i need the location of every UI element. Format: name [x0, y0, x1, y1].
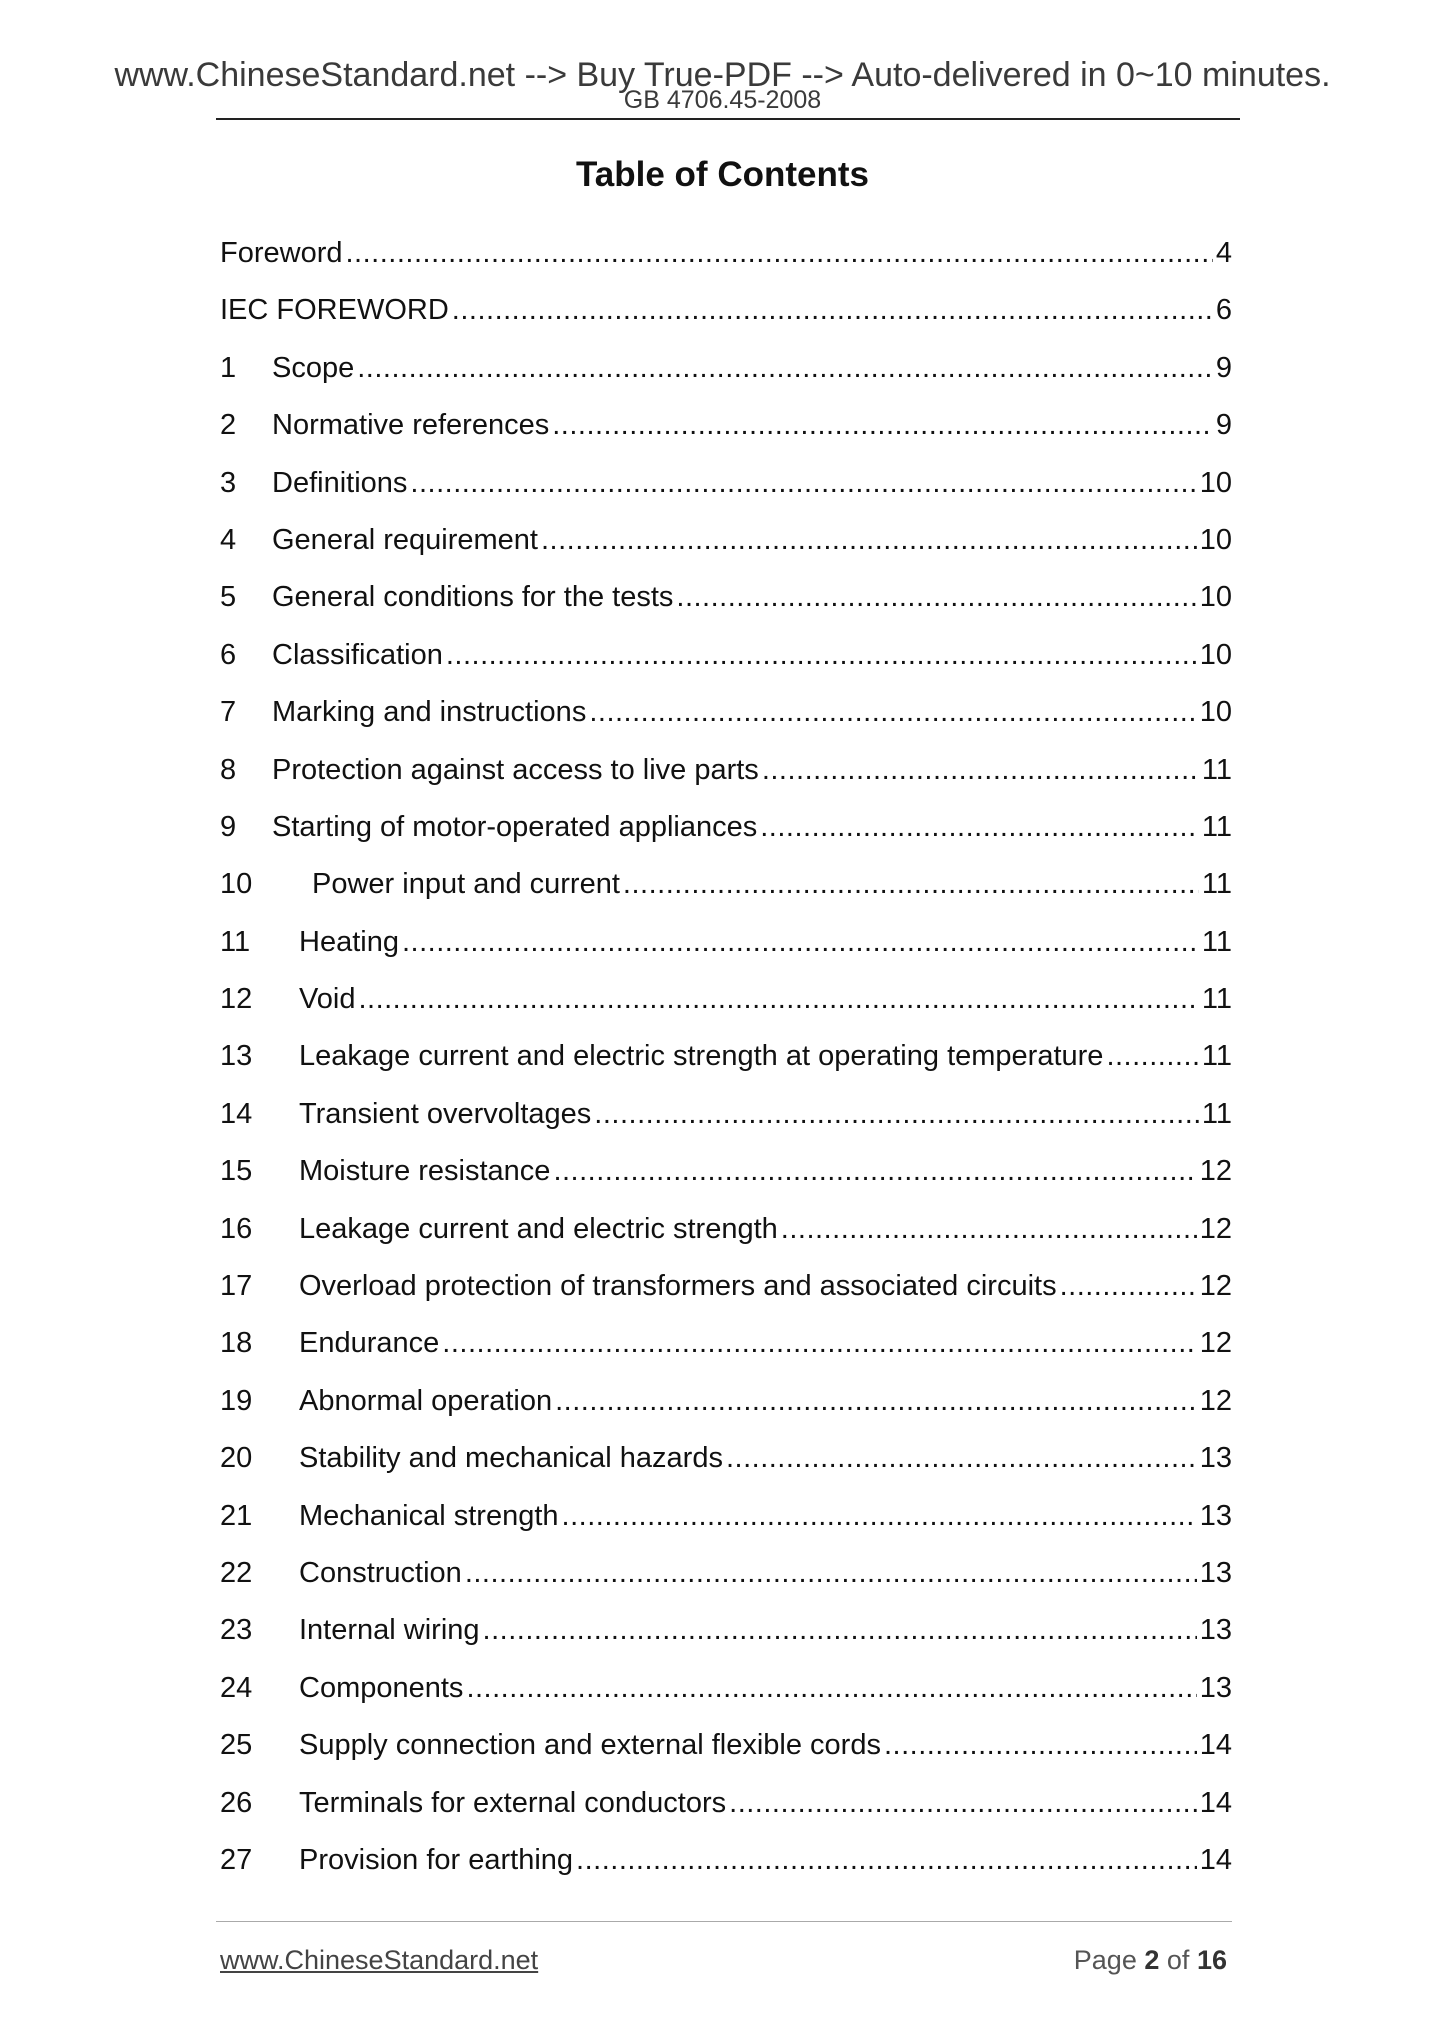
- toc-entry-page: 14: [1199, 1786, 1232, 1819]
- toc-dot-leader: [781, 1205, 1197, 1253]
- toc-entry-label: Terminals for external conductors: [299, 1786, 727, 1819]
- toc-dot-leader: [760, 803, 1199, 851]
- toc-entry-number: 15: [220, 1155, 253, 1188]
- toc-dot-leader: [465, 1549, 1197, 1597]
- footer-divider: [216, 1921, 1232, 1922]
- toc-entry-label: IEC FOREWORD: [220, 294, 449, 327]
- toc-entry-page: 11: [1201, 1097, 1232, 1130]
- toc-entry[interactable]: [220, 286, 1232, 343]
- toc-entry-number: 19: [220, 1384, 253, 1417]
- toc-entry-number: 21: [220, 1499, 253, 1532]
- toc-entry[interactable]: [220, 401, 1232, 458]
- toc-entry[interactable]: [220, 1205, 1232, 1262]
- toc-entry-label: Construction: [299, 1556, 462, 1589]
- toc-entry-label: Components: [299, 1671, 464, 1704]
- toc-entry[interactable]: [220, 516, 1232, 573]
- toc-entry-page: 12: [1199, 1155, 1232, 1188]
- toc-entry[interactable]: [220, 1377, 1232, 1434]
- toc-entry[interactable]: [220, 1836, 1232, 1893]
- toc-entry-label: General conditions for the tests: [272, 581, 674, 614]
- toc-dot-leader: [410, 459, 1196, 507]
- toc-entry-page: 13: [1199, 1614, 1232, 1647]
- toc-entry-label: Internal wiring: [299, 1614, 480, 1647]
- toc-dot-leader: [452, 286, 1213, 334]
- toc-entry[interactable]: [220, 975, 1232, 1032]
- toc-entry-label: Leakage current and electric strength: [299, 1212, 778, 1245]
- toc-dot-leader: [358, 975, 1198, 1023]
- toc-dot-leader: [357, 344, 1213, 392]
- toc-dot-leader: [562, 1492, 1197, 1540]
- toc-entry[interactable]: [220, 688, 1232, 745]
- toc-entry-label: General requirement: [272, 523, 538, 556]
- toc-entry[interactable]: [220, 918, 1232, 975]
- toc-dot-leader: [576, 1836, 1197, 1884]
- toc-entry-number: 6: [220, 638, 237, 671]
- toc-entry[interactable]: [220, 459, 1232, 516]
- toc-entry-label: Protection against access to live parts: [272, 753, 759, 786]
- toc-dot-leader: [594, 1090, 1199, 1138]
- toc-entry-page: 10: [1199, 638, 1232, 671]
- toc-entry-page: 10: [1199, 466, 1232, 499]
- toc-entry[interactable]: [220, 1549, 1232, 1606]
- toc-entry[interactable]: [220, 1032, 1232, 1089]
- toc-entry-label: Foreword: [220, 237, 343, 269]
- toc-dot-leader: [589, 688, 1196, 736]
- page-of: of: [1166, 1945, 1190, 1975]
- toc-entry-number: 9: [220, 810, 237, 843]
- toc-entry[interactable]: [220, 860, 1232, 917]
- toc-dot-leader: [729, 1779, 1197, 1827]
- toc-entry-number: 1: [220, 351, 237, 384]
- toc-entry-number: 16: [220, 1212, 253, 1245]
- page-prefix: Page: [1073, 1945, 1137, 1975]
- toc-entry-label: Abnormal operation: [299, 1384, 553, 1417]
- toc-entry-number: 11: [220, 925, 251, 958]
- toc-dot-leader: [762, 746, 1199, 794]
- toc-entry-number: 10: [220, 868, 253, 901]
- toc-dot-leader: [623, 860, 1199, 908]
- toc-dot-leader: [884, 1721, 1197, 1769]
- toc-entry-label: Overload protection of transformers and associated circuits: [299, 1270, 1057, 1303]
- toc-entry-label: Scope: [272, 351, 355, 384]
- toc-entry-label: Stability and mechanical hazards: [299, 1442, 723, 1475]
- toc-dot-leader: [555, 1377, 1197, 1425]
- toc-entry-number: 4: [220, 523, 237, 556]
- toc-entry-label: Heating: [299, 925, 399, 958]
- toc-entry[interactable]: [220, 1319, 1232, 1376]
- toc-entry-page: 10: [1199, 696, 1232, 729]
- toc-entry-page: 10: [1199, 581, 1232, 614]
- toc-entry-page: 10: [1199, 523, 1232, 556]
- toc-entry[interactable]: [220, 344, 1232, 401]
- page-title: Table of Contents: [576, 155, 869, 194]
- toc-entry-page: 12: [1199, 1384, 1232, 1417]
- toc-entry-number: 23: [220, 1614, 253, 1647]
- toc-dot-leader: [553, 1147, 1196, 1195]
- toc-entry-number: 24: [220, 1671, 253, 1704]
- toc-entry[interactable]: [220, 1492, 1232, 1549]
- toc-entry-label: Starting of motor-operated appliances: [272, 810, 758, 843]
- toc-entry[interactable]: [220, 1606, 1232, 1663]
- toc-entry-label: Void: [299, 983, 356, 1016]
- toc-entry-page: 13: [1199, 1442, 1232, 1475]
- toc-entry[interactable]: [220, 1090, 1232, 1147]
- toc-entry-page: 14: [1199, 1843, 1232, 1876]
- toc-entry-label: Provision for earthing: [299, 1843, 574, 1876]
- toc-dot-leader: [346, 229, 1213, 277]
- toc-entry-number: 25: [220, 1729, 253, 1762]
- toc-entry-number: 22: [220, 1556, 253, 1589]
- toc-entry-page: 11: [1201, 925, 1232, 958]
- toc-entry-number: 17: [220, 1270, 253, 1303]
- toc-entry[interactable]: [220, 1147, 1232, 1204]
- toc-entry-page: 14: [1199, 1729, 1232, 1762]
- toc-entry-label: Power input and current: [312, 868, 620, 901]
- toc-dot-leader: [676, 573, 1196, 621]
- toc-entry-page: 11: [1201, 983, 1232, 1016]
- toc-entry[interactable]: [220, 573, 1232, 630]
- header-banner: www.ChineseStandard.net --> Buy True-PDF --> Auto-delivered in 0~10 minutes.: [114, 56, 1331, 94]
- toc-entry-label: Definitions: [272, 466, 408, 499]
- toc-entry-number: 27: [220, 1843, 253, 1876]
- toc-entry-page: 11: [1201, 753, 1232, 786]
- toc-entry-page: 9: [1215, 409, 1232, 442]
- toc-entry-number: 18: [220, 1327, 253, 1360]
- toc-entry[interactable]: [220, 1779, 1232, 1836]
- toc-dot-leader: [726, 1434, 1197, 1482]
- toc-entry-label: Marking and instructions: [272, 696, 587, 729]
- toc-dot-leader: [402, 918, 1199, 966]
- toc-entry[interactable]: [220, 746, 1232, 803]
- toc-entry-page: 13: [1199, 1671, 1232, 1704]
- toc-entry-label: Supply connection and external flexible cords: [299, 1729, 881, 1762]
- toc-dot-leader: [552, 401, 1213, 449]
- toc-entry[interactable]: [220, 1434, 1232, 1491]
- header-divider: [216, 118, 1240, 120]
- toc-entry-number: 26: [220, 1786, 253, 1819]
- toc-entry-number: 5: [220, 581, 237, 614]
- toc-entry[interactable]: [220, 631, 1232, 688]
- toc-entry-page: 13: [1199, 1499, 1232, 1532]
- toc-entry[interactable]: [220, 803, 1232, 860]
- toc-dot-leader: [1106, 1032, 1198, 1080]
- toc-entry[interactable]: [220, 229, 1232, 286]
- toc-entry-label: Classification: [272, 638, 443, 671]
- toc-entry-page: 6: [1215, 294, 1232, 327]
- toc-entry-label: Mechanical strength: [299, 1499, 559, 1532]
- footer-page-indicator: [1074, 1944, 1227, 1976]
- toc-entry[interactable]: [220, 1664, 1232, 1721]
- toc-dot-leader: [446, 631, 1197, 679]
- toc-entry-number: 7: [220, 696, 237, 729]
- toc-entry-page: 9: [1215, 351, 1232, 384]
- toc-entry-page: 11: [1201, 1040, 1232, 1073]
- toc-entry-page: 4: [1215, 237, 1232, 269]
- toc-entry-page: 12: [1199, 1270, 1232, 1303]
- toc-entry-page: 13: [1199, 1556, 1232, 1589]
- footer-site-link[interactable]: www.ChineseStandard.net: [220, 1945, 539, 1975]
- toc-entry-label: Normative references: [272, 409, 550, 442]
- toc-entry[interactable]: [220, 1262, 1232, 1319]
- toc-entry-number: 8: [220, 753, 237, 786]
- toc-entry-page: 12: [1199, 1327, 1232, 1360]
- toc-entry-number: 2: [220, 409, 237, 442]
- toc-entry-label: Leakage current and electric strength at operating temperature: [299, 1040, 1104, 1073]
- toc-entry-page: 11: [1201, 810, 1232, 843]
- toc-dot-leader: [541, 516, 1197, 564]
- toc-entry-label: Moisture resistance: [299, 1155, 551, 1188]
- standard-code: GB 4706.45-2008: [623, 86, 822, 114]
- page-current: 2: [1144, 1945, 1160, 1975]
- toc-entry-number: 13: [220, 1040, 253, 1073]
- toc-dot-leader: [442, 1319, 1196, 1367]
- toc-entry-number: 20: [220, 1442, 253, 1475]
- table-of-contents: [220, 229, 1232, 1893]
- toc-entry-number: 14: [220, 1097, 253, 1130]
- toc-entry[interactable]: [220, 1721, 1232, 1778]
- toc-dot-leader: [483, 1606, 1197, 1654]
- toc-dot-leader: [1060, 1262, 1197, 1310]
- toc-entry-page: 11: [1201, 868, 1232, 901]
- toc-entry-label: Transient overvoltages: [299, 1097, 592, 1130]
- toc-entry-label: Endurance: [299, 1327, 440, 1360]
- toc-entry-number: 3: [220, 466, 237, 499]
- toc-entry-number: 12: [220, 983, 253, 1016]
- toc-entry-page: 12: [1199, 1212, 1232, 1245]
- page-total: 16: [1196, 1945, 1227, 1975]
- toc-dot-leader: [466, 1664, 1196, 1712]
